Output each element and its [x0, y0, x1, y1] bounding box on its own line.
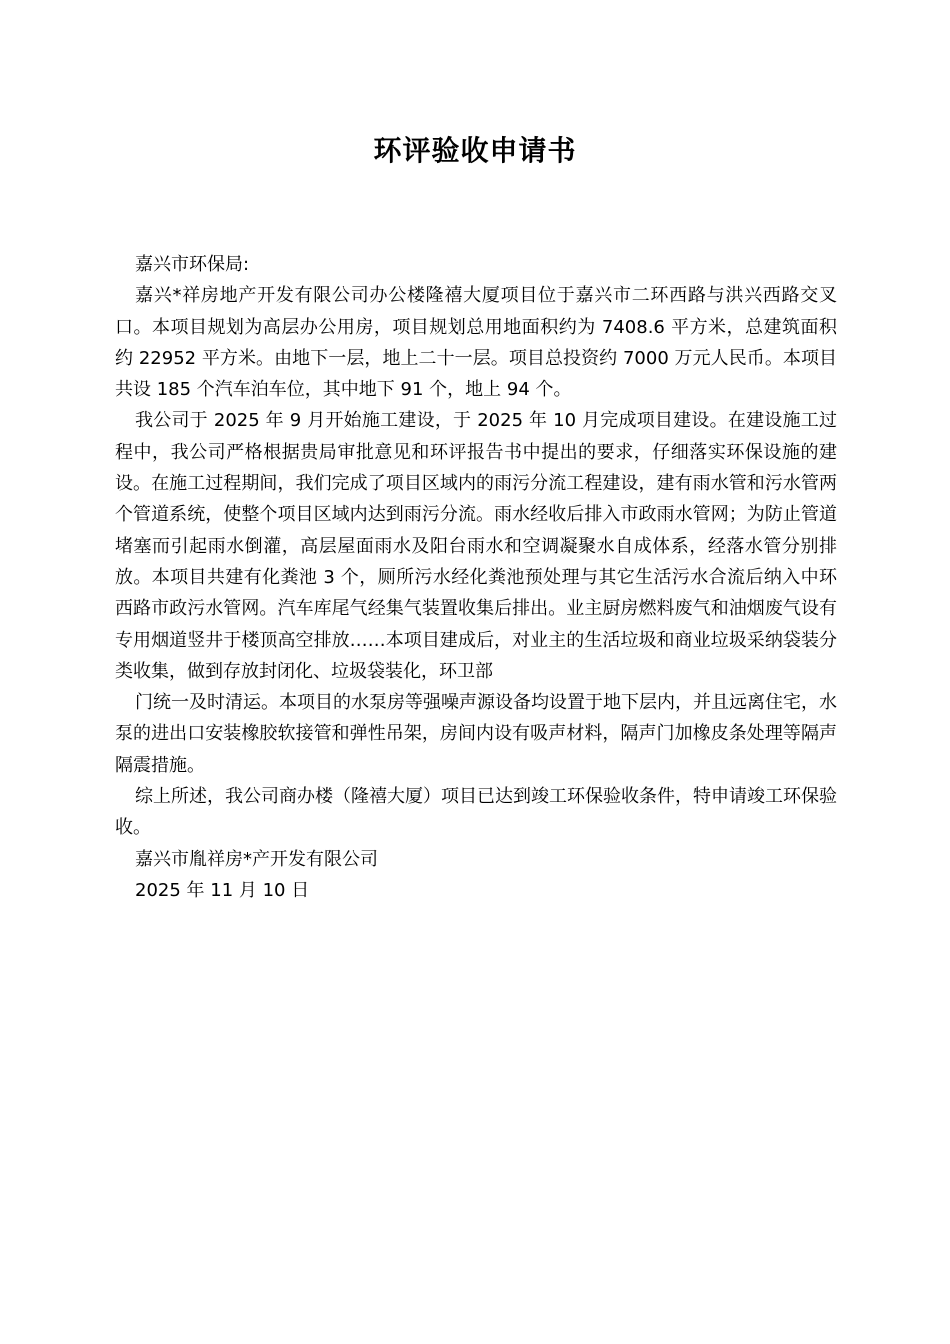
salutation: 嘉兴市环保局:	[135, 254, 250, 275]
paragraph-noise-control: 门统一及时清运。本项目的水泵房等强噪声源设备均设置于地下层内，并且远离住宅，水泵的进出口安装橡胶软接管和弹性吊架，房间内设有吸声材料，隔声门加橡皮条处理等隔声隔震措施。	[115, 692, 837, 776]
paragraph-conclusion: 综上所述，我公司商办楼（隆禧大厦）项目已达到竣工环保验收条件，特申请竣工环保验收。	[115, 786, 837, 839]
paragraph-construction: 我公司于 2025 年 9 月开始施工建设，于 2025 年 10 月完成项目建设。在建设施工过程中，我公司严格根据贵局审批意见和环评报告书中提出的要求，仔细落实环保设施的建设。在施工过程期间，我们完成了项目区域内的雨污分流工程建设，建有雨水管和污水管两个管道系统，使整个项目区域内达到雨污分流。雨水经收后排入市政雨水管网；为防止管道堵塞而引起雨水倒灌，高层屋面雨水及阳台雨水和空调凝聚水自成体系，经落水管分别排放。本项目共建有化粪池 3 个，厕所污水经化粪池预处理与其它生活污水合流后纳入中环西路市政污水管网。汽车库尾气经集气装置收集后排出。业主厨房燃料废气和油烟废气设有专用烟道竖井于楼顶高空排放……本项目建成后，对业主的生活垃圾和商业垃圾采纳袋装分类收集，做到存放封闭化、垃圾袋装化，环卫部	[115, 410, 837, 682]
paragraph-project-overview: 嘉兴*祥房地产开发有限公司办公楼隆禧大厦项目位于嘉兴市二环西路与洪兴西路交叉口。本项目规划为高层办公用房，项目规划总用地面积约为 7408.6 平方米，总建筑面积约 22952 平方米。由地下一层，地上二十一层。项目总投资约 7000 万元人民币。本项目共设 185 个汽车泊车位，其中地下 91 个，地上 94 个。	[115, 285, 837, 401]
signature-company: 嘉兴市胤祥房*产开发有限公司	[135, 848, 378, 870]
signature-date: 2025 年 11 月 10 日	[135, 879, 310, 901]
document-title: 环评验收申请书	[373, 134, 577, 167]
document-body	[115, 249, 837, 906]
